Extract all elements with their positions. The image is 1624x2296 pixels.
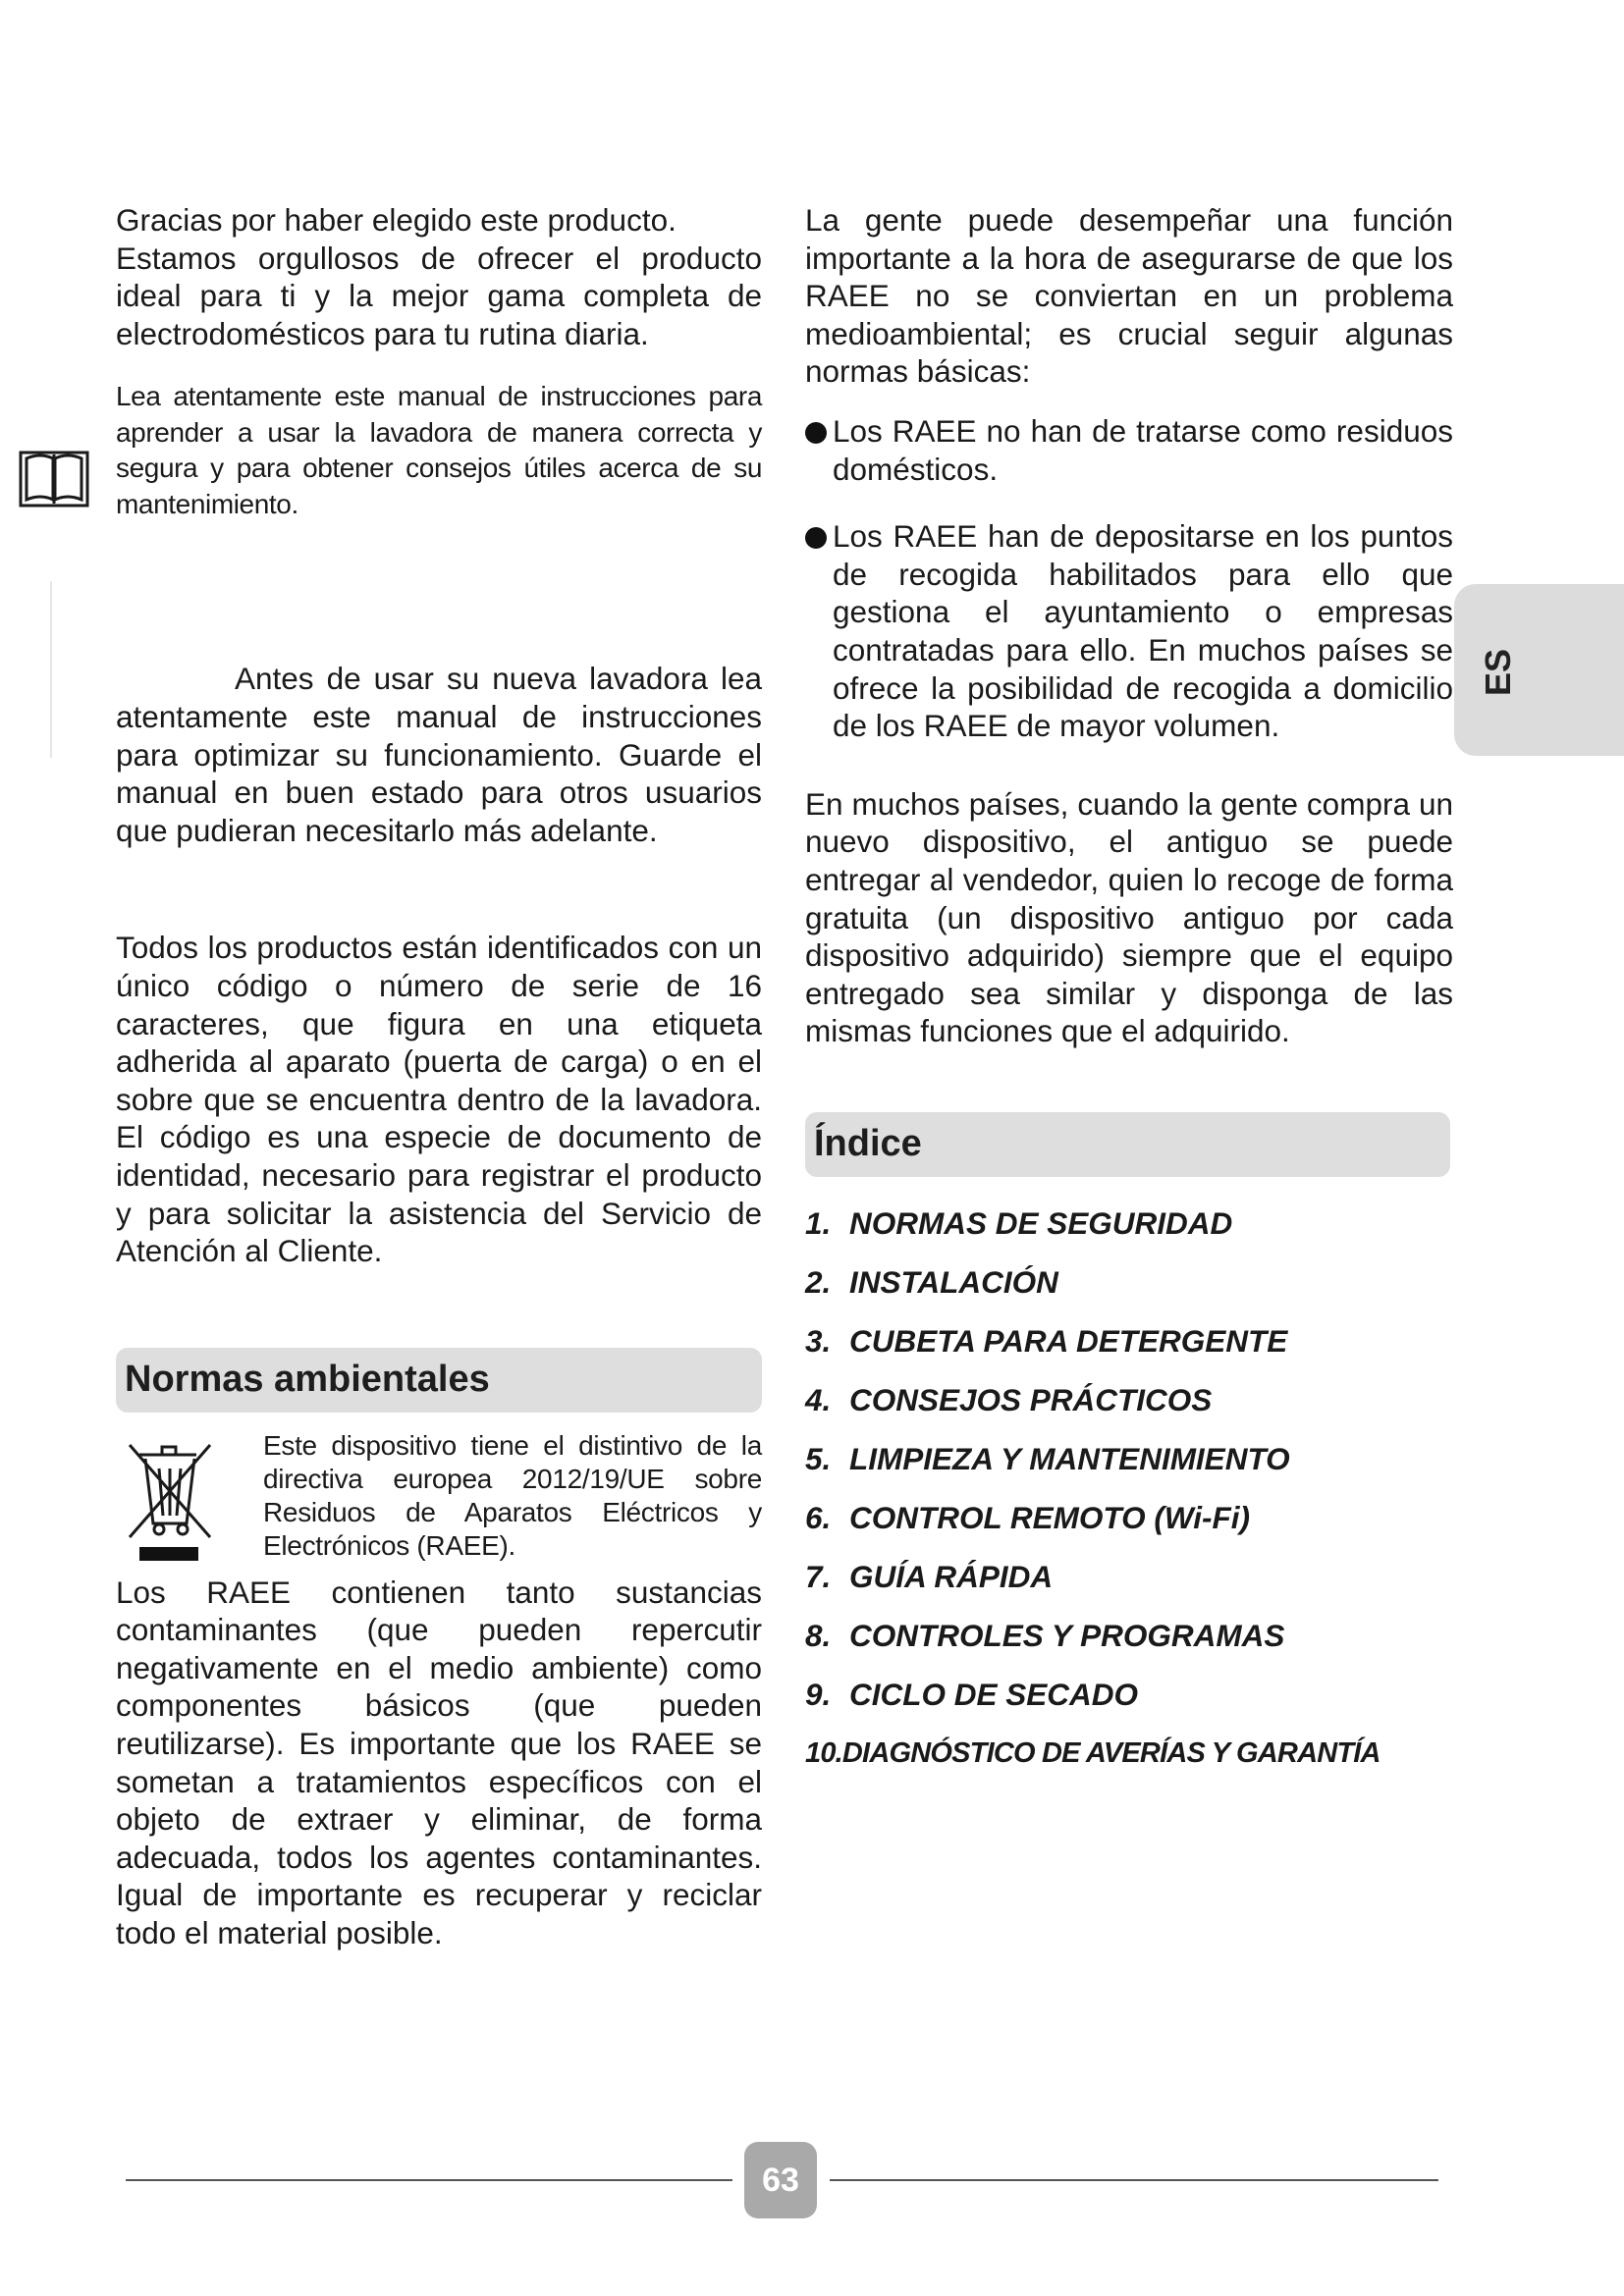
toc-label: NORMAS DE SEGURIDAD <box>849 1205 1233 1242</box>
index-heading-text: Índice <box>814 1123 922 1165</box>
people-paragraph: La gente puede desempeñar una función importante a la hora de asegurarse de que los RAEE no se conviertan en un problema medioambiental; es crucial seguir algunas normas básicas: <box>805 202 1453 390</box>
toc-item[interactable] <box>805 1195 1453 1254</box>
toc-number: 8. <box>805 1618 832 1654</box>
page-number <box>744 2142 817 2218</box>
language-tab-label <box>1479 638 1518 707</box>
before-use-text: Antes de usar su nueva lavadora lea atentamente este manual de instrucciones para optimizar su funcionamiento. Guarde el manual en buen estado para otros usuarios que pudieran necesitarlo más adelante. <box>116 661 762 848</box>
environmental-heading <box>116 1348 762 1413</box>
bullet-dot <box>805 422 827 444</box>
toc-item[interactable] <box>805 1489 1453 1548</box>
footer-rule-right <box>830 2179 1438 2181</box>
weee-text: Este dispositivo tiene el distintivo de la directiva europea 2012/19/UE sobre Residuos de Aparatos Eléctricos y Electrónicos (RAEE). <box>263 1429 762 1561</box>
language-tab-text: ES <box>1478 648 1518 697</box>
toc-item[interactable] <box>805 1371 1453 1430</box>
toc-label: CONTROL REMOTO (Wi-Fi) <box>849 1500 1251 1536</box>
toc-label: CONTROLES Y PROGRAMAS <box>849 1618 1285 1654</box>
bullet-item-1 <box>805 412 1453 488</box>
toc-label: INSTALACIÓN <box>849 1264 1058 1301</box>
toc-number: 9. <box>805 1677 832 1713</box>
weee-notice <box>116 1429 762 1575</box>
toc-item[interactable] <box>805 1254 1453 1312</box>
toc-label: LIMPIEZA Y MANTENIMIENTO <box>849 1441 1290 1477</box>
toc-label: CUBETA PARA DETERGENTE <box>849 1323 1288 1360</box>
serial-paragraph: Todos los productos están identificados con un único código o número de serie de 16 caracteres, que figura en una etiqueta adherida al aparato (puerta de carga) o en el sobre que se encuentra dentro de la lavadora. El código es una especie de documento de identidad, necesario para registrar el producto y para solicitar la asistencia del Servicio de Atención al Cliente. <box>116 930 762 1269</box>
toc-label: CICLO DE SECADO <box>849 1677 1139 1713</box>
environmental-heading-text: Normas ambientales <box>125 1359 490 1401</box>
bullet-item-2 <box>805 517 1453 745</box>
toc-label: GUÍA RÁPIDA <box>849 1559 1054 1595</box>
page-number-text: 63 <box>762 2161 799 2199</box>
toc-number: 4. <box>805 1382 832 1418</box>
bullet-text-2: Los RAEE han de depositarse en los puntos de recogida habilitados para ello que gestiona el ayuntamiento o empresas contratadas para ello. En muchos países se ofrece la posibilidad de recogida a domicilio de los RAEE de mayor volumen. <box>833 518 1453 744</box>
weee-paragraph: Los RAEE contienen tanto sustancias contaminantes (que pueden repercutir negativamente en el medio ambiente) como componentes básicos (que pueden reutilizarse). Es importante que los RAEE se sometan a tratamientos específicos con el objeto de extraer y eliminar, de forma adecuada, todos los agentes contaminantes. Igual de importante es recuperar y reciclar todo el material posible. <box>116 1574 762 1951</box>
intro-line-1: Gracias por haber elegido este producto. <box>116 202 677 238</box>
footer-rule-left <box>126 2179 732 2181</box>
toc-number: 7. <box>805 1559 832 1595</box>
toc-item[interactable] <box>805 1607 1453 1666</box>
before-use-paragraph <box>116 660 762 849</box>
toc-item[interactable] <box>805 1312 1453 1371</box>
weee-bin-icon <box>116 1433 263 1575</box>
toc-number: 3. <box>805 1323 832 1360</box>
index-heading <box>805 1112 1450 1177</box>
intro-line-2: Estamos orgullosos de ofrecer el producto ideal para ti y la mejor gama completa de electrodomésticos para tu rutina diaria. <box>116 240 762 351</box>
toc-item[interactable]: 10.DIAGNÓSTICO DE AVERÍAS Y GARANTÍA <box>805 1737 1380 1770</box>
right-column <box>805 201 1453 1784</box>
toc-number: 2. <box>805 1264 832 1301</box>
table-of-contents <box>805 1195 1453 1784</box>
book-icon <box>19 445 89 509</box>
toc-number: 5. <box>805 1441 832 1477</box>
toc-item[interactable] <box>805 1666 1453 1725</box>
toc-item[interactable] <box>805 1430 1453 1489</box>
bullet-dot <box>805 527 827 549</box>
toc-number: 1. <box>805 1205 832 1242</box>
read-manual-paragraph: Lea atentamente este manual de instrucciones para aprender a usar la lavadora de manera correcta y segura y para obtener consejos útiles acerca de su mantenimiento. <box>116 381 762 519</box>
toc-number: 6. <box>805 1500 832 1536</box>
scan-edge-mark <box>50 581 52 758</box>
countries-paragraph: En muchos países, cuando la gente compra un nuevo dispositivo, el antiguo se puede entregar al vendedor, quien lo recoge de forma gratuita (un dispositivo antiguo por cada dispositivo adquirido) siempre que el equipo entregado sea similar y disponga de las mismas funciones que el adquirido. <box>805 785 1453 1049</box>
bullet-text-1: Los RAEE no han de tratarse como residuos domésticos. <box>833 412 1453 487</box>
left-column <box>116 201 762 1952</box>
toc-label: CONSEJOS PRÁCTICOS <box>849 1382 1213 1418</box>
toc-item[interactable] <box>805 1548 1453 1607</box>
